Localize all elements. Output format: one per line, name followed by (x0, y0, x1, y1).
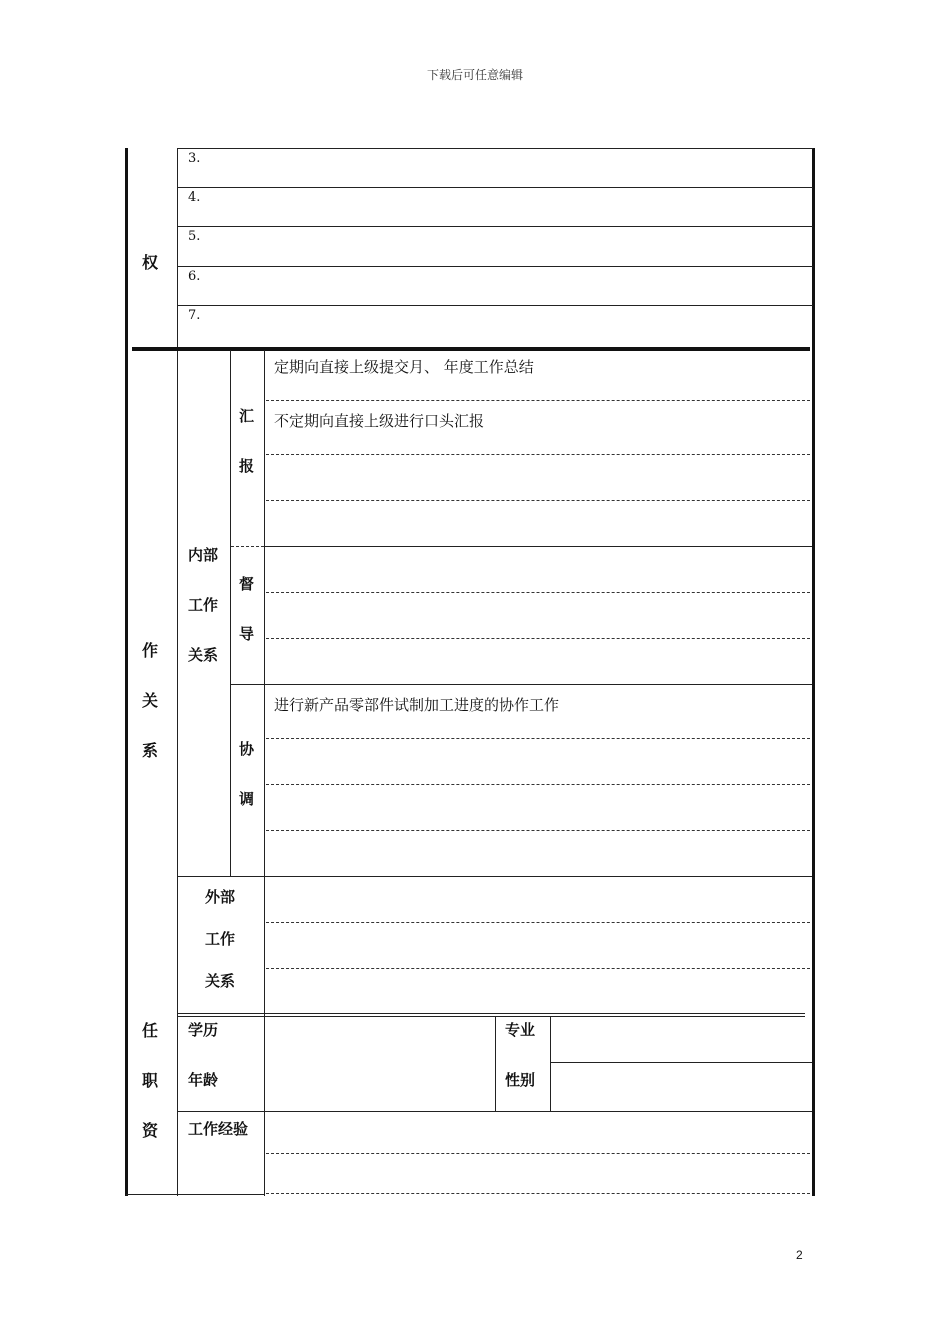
dashed-rule (266, 500, 810, 501)
section-divider (177, 1013, 805, 1014)
qual-row-line (177, 1111, 812, 1112)
internal-label-line: 内部 (188, 546, 219, 564)
table-left-border (125, 148, 128, 1196)
qual-row-line (550, 1062, 812, 1063)
subblock-line (264, 546, 812, 547)
dashed-rule (266, 592, 810, 593)
work-relations-label-char: 系 (142, 741, 159, 760)
external-label-line: 工作 (205, 930, 236, 948)
internal-label-line: 关系 (188, 646, 219, 664)
report-label-char: 汇 (239, 407, 255, 425)
coordinate-label-char: 调 (239, 790, 255, 808)
page-number: 2 (796, 1248, 803, 1262)
section-divider (177, 1016, 805, 1017)
qual-divider (264, 1016, 265, 1196)
qual-divider (495, 1016, 496, 1112)
experience-label: 工作经验 (188, 1120, 249, 1138)
authority-item: 3. (188, 151, 201, 166)
report-label-char: 报 (239, 457, 255, 475)
external-content-divider (264, 876, 265, 1016)
subblock-line (230, 684, 812, 685)
internal-sub-divider (230, 350, 231, 876)
authority-row-line (177, 266, 813, 267)
internal-label-line: 工作 (188, 596, 219, 614)
subblock-line (177, 876, 812, 877)
dashed-rule (266, 830, 810, 831)
section-divider (132, 347, 810, 351)
external-label-line: 关系 (205, 972, 236, 990)
education-label: 学历 (188, 1021, 219, 1039)
qualifications-label-char: 职 (142, 1071, 159, 1090)
gender-label: 性别 (505, 1071, 536, 1089)
dashed-rule (266, 1153, 810, 1154)
dashed-rule (266, 922, 810, 923)
external-label-line: 外部 (205, 888, 236, 906)
authority-item: 5. (188, 229, 201, 244)
page-header: 下载后可任意编辑 (426, 68, 523, 82)
qualifications-label-char: 任 (142, 1021, 159, 1040)
report-line: 定期向直接上级提交月、 年度工作总结 (274, 358, 534, 376)
dashed-rule (231, 546, 264, 547)
dashed-rule (266, 454, 810, 455)
authority-row-line (177, 148, 813, 149)
work-relations-label-char: 关 (142, 691, 159, 710)
internal-content-divider (264, 350, 265, 876)
supervise-label-char: 导 (239, 625, 255, 643)
qual-divider (550, 1016, 551, 1112)
age-label: 年龄 (188, 1071, 219, 1089)
authority-row-line (177, 187, 813, 188)
authority-row-line (177, 226, 813, 227)
dashed-rule (266, 968, 810, 969)
authority-label: 权 (142, 253, 159, 272)
supervise-label-char: 督 (239, 575, 255, 593)
qualifications-label-char: 资 (142, 1121, 159, 1140)
report-line: 不定期向直接上级进行口头汇报 (274, 412, 485, 430)
coordinate-line: 进行新产品零部件试制加工进度的协作工作 (274, 696, 560, 714)
authority-row-line (177, 305, 813, 306)
authority-item: 7. (188, 308, 201, 323)
coordinate-label-char: 协 (239, 740, 255, 758)
major-label: 专业 (505, 1021, 536, 1039)
dashed-rule (266, 784, 810, 785)
dashed-rule (266, 1193, 810, 1194)
dashed-rule (266, 738, 810, 739)
authority-item: 4. (188, 190, 201, 205)
work-relations-label-char: 作 (142, 641, 159, 660)
dashed-rule (266, 400, 810, 401)
dashed-rule (266, 638, 810, 639)
table-bottom-line (126, 1194, 264, 1195)
authority-item: 6. (188, 269, 201, 284)
